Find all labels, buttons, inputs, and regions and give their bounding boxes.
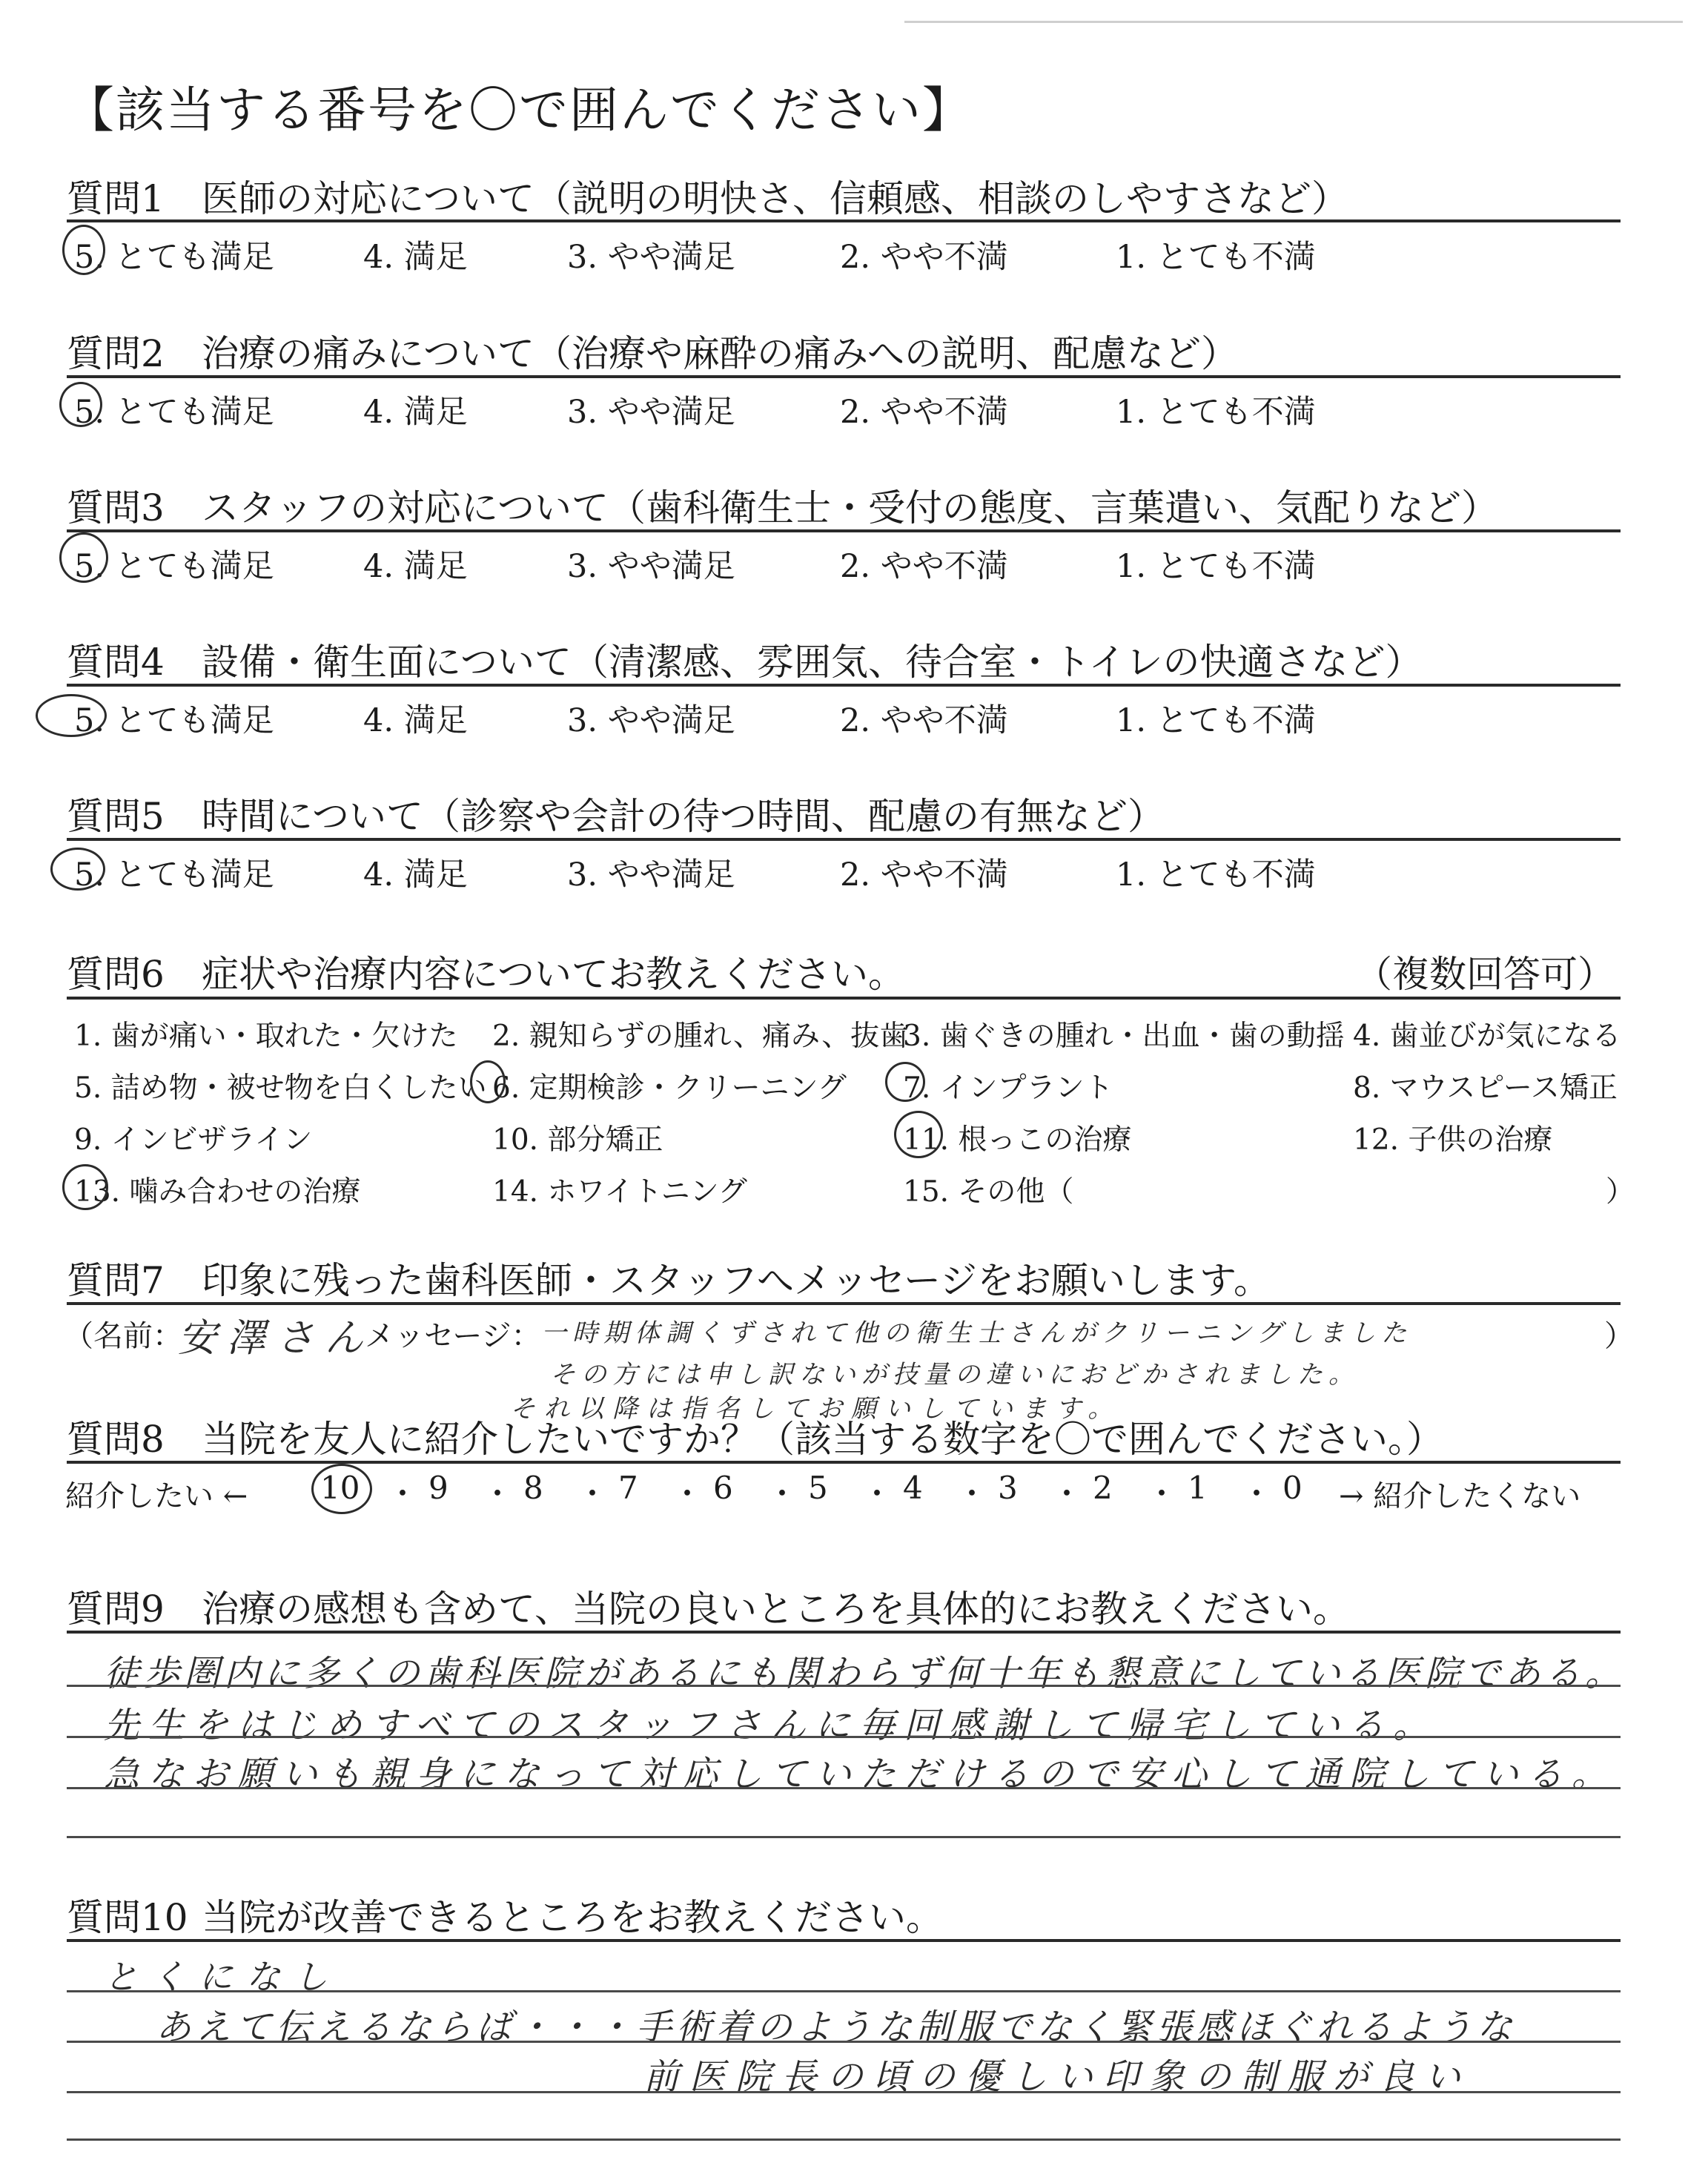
q10-rule <box>67 1939 1621 1942</box>
q8-separator: ・ <box>861 1476 893 1512</box>
q7-label: 質問7 <box>67 1259 165 1302</box>
q7-close-paren: ） <box>1604 1319 1634 1353</box>
q5-option-4[interactable]: 4. 満足 <box>363 856 468 894</box>
q8-label: 質問8 <box>67 1418 165 1461</box>
q8-score-3[interactable]: 3 <box>998 1470 1018 1506</box>
q2-option-4[interactable]: 4. 満足 <box>363 394 468 431</box>
q9-answer-rule <box>67 1736 1621 1738</box>
q1-option-5[interactable]: 5. とても満足 <box>74 239 274 276</box>
q2-label: 質問2 <box>67 332 165 375</box>
q6-item-6-circle <box>470 1060 506 1103</box>
q1-rule <box>67 219 1621 222</box>
q9-label: 質問9 <box>67 1588 165 1631</box>
q2-option-5[interactable]: 5. とても満足 <box>74 394 274 431</box>
q6-item-10[interactable]: 10. 部分矯正 <box>492 1123 663 1157</box>
q9-answer-rule <box>67 1836 1621 1838</box>
q7-rule <box>67 1302 1621 1305</box>
q1-label: 質問1 <box>67 177 165 220</box>
q6-item-13-circle <box>62 1164 108 1210</box>
q9-text: 治療の感想も含めて、当院の良いところを具体的にお教えください。 <box>202 1588 1350 1631</box>
q7-message-line-1[interactable]: 一時期体調くずされて他の衛生士さんがクリーニングしました <box>541 1318 1413 1348</box>
q8-score-10[interactable]: 10 <box>320 1470 360 1506</box>
q3-option-5[interactable]: 5. とても満足 <box>74 548 274 585</box>
q5-option-2[interactable]: 2. やや不満 <box>840 856 1008 894</box>
q8-separator: ・ <box>1241 1476 1273 1512</box>
q8-separator: ・ <box>767 1476 798 1512</box>
q1-option-4[interactable]: 4. 満足 <box>363 239 468 276</box>
q2-option-1[interactable]: 1. とても不満 <box>1116 394 1316 431</box>
q4-option-3[interactable]: 3. やや満足 <box>567 702 735 739</box>
q3-label: 質問3 <box>67 486 165 529</box>
q6-item-1[interactable]: 1. 歯が痛い・取れた・欠けた <box>74 1020 458 1053</box>
q9-answer-rule <box>67 1787 1621 1789</box>
q3-option-3[interactable]: 3. やや満足 <box>567 548 735 585</box>
q3-selected-circle <box>59 532 108 583</box>
q7-text: 印象に残った歯科医師・スタッフへメッセージをお願いします。 <box>202 1259 1271 1302</box>
q4-text: 設備・衛生面について（清潔感、雰囲気、待合室・トイレの快適さなど） <box>202 641 1423 684</box>
q4-rule <box>67 684 1621 687</box>
q1-text: 医師の対応について（説明の明快さ、信頼感、相談のしやすさなど） <box>202 177 1348 220</box>
q8-score-9[interactable]: 9 <box>428 1470 448 1506</box>
q6-item-12[interactable]: 12. 子供の治療 <box>1353 1123 1553 1157</box>
q5-option-5[interactable]: 5. とても満足 <box>74 856 274 894</box>
q8-score-7[interactable]: 7 <box>618 1470 638 1506</box>
q5-option-1[interactable]: 1. とても不満 <box>1116 856 1316 894</box>
q7-message-line-3[interactable]: それ以降は指名してお願いしています。 <box>510 1394 1122 1424</box>
q8-selected-circle <box>311 1464 372 1514</box>
q8-left-label: 紹介したい ← <box>65 1479 248 1513</box>
q4-option-1[interactable]: 1. とても不満 <box>1116 702 1316 739</box>
q6-item-15-close: ） <box>1606 1175 1635 1209</box>
q6-rule <box>67 997 1621 1000</box>
q8-separator: ・ <box>1051 1476 1083 1512</box>
q4-option-5[interactable]: 5. とても満足 <box>74 702 274 739</box>
q6-item-8[interactable]: 8. マウスピース矯正 <box>1353 1071 1618 1105</box>
q6-item-11[interactable]: 11. 根っこの治療 <box>903 1123 1132 1157</box>
q6-item-6[interactable]: 6. 定期検診・クリーニング <box>492 1071 847 1105</box>
q2-option-2[interactable]: 2. やや不満 <box>840 394 1008 431</box>
q10-answer-rule <box>67 2138 1621 2141</box>
q2-option-3[interactable]: 3. やや満足 <box>567 394 735 431</box>
q9-rule <box>67 1631 1621 1634</box>
q6-item-14[interactable]: 14. ホワイトニング <box>492 1175 747 1209</box>
q8-score-4[interactable]: 4 <box>903 1470 923 1506</box>
q10-answer-rule <box>67 2041 1621 2043</box>
q8-separator: ・ <box>387 1476 419 1512</box>
q2-text: 治療の痛みについて（治療や麻酔の痛みへの説明、配慮など） <box>202 332 1238 375</box>
q8-score-8[interactable]: 8 <box>523 1470 543 1506</box>
q9-answer-line-1[interactable]: 徒歩圏内に多くの歯科医院があるにも関わらず何十年も懇意にしている医院である。 <box>104 1653 1626 1694</box>
q6-label: 質問6 <box>67 953 165 996</box>
q5-label: 質問5 <box>67 795 165 838</box>
q8-right-label: → 紹介したくない <box>1339 1479 1581 1513</box>
q4-option-2[interactable]: 2. やや不満 <box>840 702 1008 739</box>
q1-option-3[interactable]: 3. やや満足 <box>567 239 735 276</box>
q4-label: 質問4 <box>67 641 165 684</box>
q10-label: 質問10 <box>67 1896 188 1939</box>
q10-answer-line-2[interactable]: あえて伝えるならば・・・手術着のような制服でなく緊張感ほぐれるような <box>156 2007 1517 2048</box>
q10-answer-line-3[interactable]: 前医院長の頃の優しい印象の制服が良い <box>643 2056 1472 2098</box>
q7-name-value[interactable]: 安澤さん <box>178 1316 374 1361</box>
q8-separator: ・ <box>577 1476 609 1512</box>
q3-option-4[interactable]: 4. 満足 <box>363 548 468 585</box>
q2-rule <box>67 375 1621 378</box>
q8-text: 当院を友人に紹介したいですか？（該当する数字を〇で囲んでください。） <box>202 1418 1443 1461</box>
q3-option-1[interactable]: 1. とても不満 <box>1116 548 1316 585</box>
q6-item-5[interactable]: 5. 詰め物・被せ物を白くしたい <box>74 1071 487 1105</box>
q5-text: 時間について（診察や会計の待つ時間、配慮の有無など） <box>202 795 1165 838</box>
q6-item-7[interactable]: 7. インプラント <box>903 1071 1113 1105</box>
q6-text: 症状や治療内容についてお教えください。 <box>202 953 905 996</box>
q8-separator: ・ <box>482 1476 514 1512</box>
q5-selected-circle <box>50 848 105 891</box>
q8-separator: ・ <box>1146 1476 1178 1512</box>
q2-selected-circle <box>59 382 102 427</box>
q6-item-2[interactable]: 2. 親知らずの腫れ、痛み、抜歯 <box>492 1020 909 1053</box>
q8-score-1[interactable]: 1 <box>1188 1470 1208 1506</box>
q1-selected-circle <box>62 225 105 275</box>
q8-score-6[interactable]: 6 <box>713 1470 733 1506</box>
q8-score-0[interactable]: 0 <box>1282 1470 1302 1506</box>
q8-score-2[interactable]: 2 <box>1093 1470 1113 1506</box>
q6-item-13[interactable]: 13. 噛み合わせの治療 <box>74 1175 361 1209</box>
q8-score-5[interactable]: 5 <box>808 1470 828 1506</box>
q6-item-15[interactable]: 15. その他（ <box>903 1175 1074 1209</box>
q3-rule <box>67 529 1621 532</box>
q1-option-1[interactable]: 1. とても不満 <box>1116 239 1316 276</box>
q3-text: スタッフの対応について（歯科衛生士・受付の態度、言葉遣い、気配りなど） <box>202 486 1498 529</box>
q9-answer-rule <box>67 1685 1621 1687</box>
q8-separator: ・ <box>956 1476 988 1512</box>
q4-option-4[interactable]: 4. 満足 <box>363 702 468 739</box>
q6-item-9[interactable]: 9. インビザライン <box>74 1123 313 1157</box>
q8-rule <box>67 1461 1621 1464</box>
top-border-line <box>904 21 1683 23</box>
q6-item-3[interactable]: 3. 歯ぐきの腫れ・出血・歯の動揺 <box>903 1020 1345 1053</box>
q6-note: （複数回答可） <box>1355 953 1615 996</box>
q7-name-label: （名前： <box>64 1319 182 1353</box>
q10-answer-line-1[interactable]: とくになし <box>104 1957 341 1997</box>
q7-message-label: メッセージ： <box>365 1319 541 1353</box>
q1-option-2[interactable]: 2. やや不満 <box>840 239 1008 276</box>
q9-answer-line-2[interactable]: 先生をはじめすべてのスタッフさんに毎回感謝して帰宅している。 <box>104 1705 1438 1746</box>
q4-selected-circle <box>36 694 107 737</box>
q5-option-3[interactable]: 3. やや満足 <box>567 856 735 894</box>
q6-item-7-circle <box>885 1062 925 1102</box>
q8-separator: ・ <box>672 1476 704 1512</box>
q7-message-line-2[interactable]: その方には申し訳ないが技量の違いにおどかされました。 <box>550 1360 1360 1390</box>
q10-answer-rule <box>67 1990 1621 1992</box>
q9-answer-line-3[interactable]: 急なお願いも親身になって対応していただけるので安心して通院している。 <box>104 1754 1617 1795</box>
q6-item-4[interactable]: 4. 歯並びが気になる <box>1353 1020 1621 1053</box>
q10-answer-rule <box>67 2091 1621 2093</box>
q3-option-2[interactable]: 2. やや不満 <box>840 548 1008 585</box>
q5-rule <box>67 838 1621 841</box>
q10-text: 当院が改善できるところをお教えください。 <box>202 1896 943 1939</box>
q6-item-11-circle <box>894 1111 943 1158</box>
page-title: 【該当する番号を〇で囲んでください】 <box>65 82 973 139</box>
